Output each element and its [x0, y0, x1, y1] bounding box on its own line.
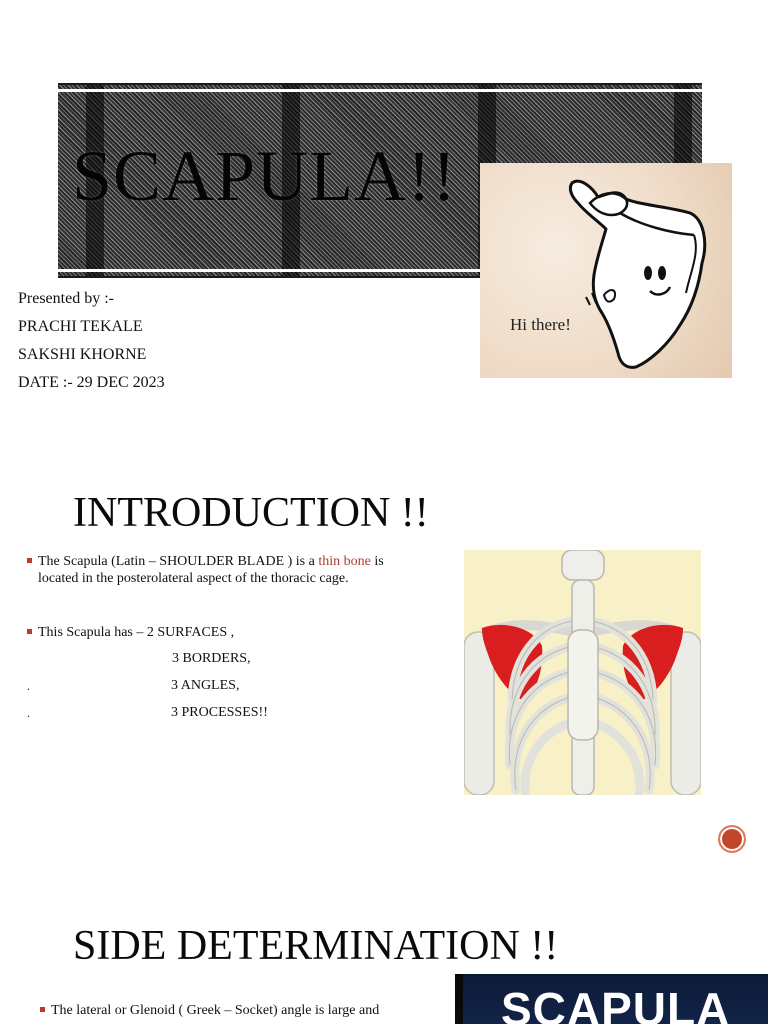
video-label: SCAPULA: [501, 983, 731, 1024]
bullet-marker-icon: [27, 629, 32, 634]
intro-bullet-1: [27, 553, 439, 587]
bullet-text-line2: located in the posterolateral aspect of the thoracic cage.: [38, 571, 349, 586]
bullet-text: The Scapula (Latin – SHOULDER BLADE ) is a: [38, 554, 319, 569]
slide-title: SCAPULA!!: [72, 136, 458, 216]
presenter-name: PRACHI TEKALE: [18, 318, 143, 335]
bullet-text: is: [370, 554, 384, 569]
banner-top-edge: [58, 83, 702, 85]
introduction-title: INTRODUCTION !!: [73, 490, 429, 536]
slide-nav-button[interactable]: [718, 825, 746, 853]
presenter-name: SAKSHI KHORNE: [18, 346, 147, 363]
presentation-date: DATE :- 29 DEC 2023: [18, 374, 165, 391]
side-determination-title: SIDE DETERMINATION !!: [73, 923, 559, 969]
bullet-dot: .: [27, 706, 30, 720]
scapula-video-thumbnail: [455, 974, 768, 1024]
bullet-subline: 3 PROCESSES!!: [171, 705, 268, 720]
ribcage-illustration-icon: [464, 550, 701, 795]
presenter-info: [18, 285, 165, 397]
bullet-subline: 3 ANGLES,: [171, 678, 240, 693]
bullet-marker-icon: [40, 1007, 45, 1012]
ribcage-scapula-image: [464, 550, 701, 795]
cartoon-scapula-image: [480, 163, 732, 378]
intro-bullet-2: [27, 624, 427, 641]
bullet-text: This Scapula has – 2 SURFACES ,: [38, 625, 235, 640]
video-frame-edge: [455, 974, 463, 1024]
presented-by-label: Presented by :-: [18, 290, 114, 307]
side-bullet-1: [40, 1002, 440, 1019]
bullet-subline: 3 BORDERS,: [172, 651, 251, 666]
cartoon-scapula-icon: [480, 163, 732, 378]
image-caption: Hi there!: [510, 315, 571, 334]
bullet-dot: .: [27, 679, 30, 693]
bullet-marker-icon: [27, 558, 32, 563]
highlight-text: thin bone: [318, 554, 371, 569]
bullet-text: The lateral or Glenoid ( Greek – Socket) angle is large and: [51, 1003, 380, 1018]
